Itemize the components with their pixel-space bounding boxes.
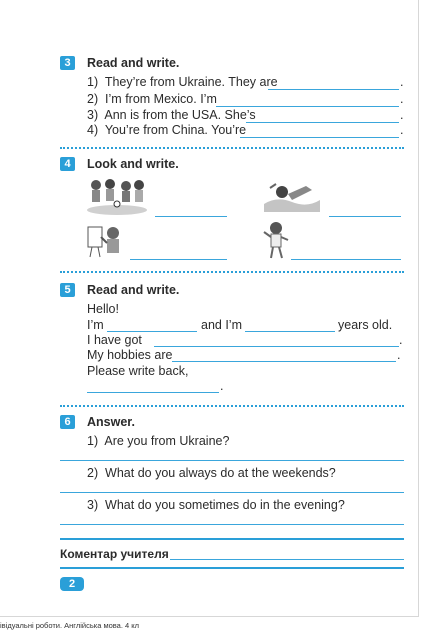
- exercise-3-period-3: .: [400, 108, 404, 122]
- exercise-6-answer-line-2[interactable]: [60, 492, 404, 493]
- letter-period-1: .: [399, 333, 403, 347]
- child-karate-picture: [262, 220, 290, 260]
- exercise-6-answer-line-1[interactable]: [60, 460, 404, 461]
- exercise-6-answer-line-3[interactable]: [60, 524, 404, 525]
- exercise-5-title: Read and write.: [87, 283, 180, 297]
- exercise-3-item-4: 4) You’re from China. You’re: [87, 123, 247, 137]
- exercise-4-blank-4[interactable]: [291, 259, 401, 260]
- exercise-3-blank-3[interactable]: [246, 122, 399, 123]
- exercise-3-number: 3: [60, 56, 75, 70]
- exercise-4-blank-2[interactable]: [329, 216, 401, 217]
- exercise-5-signature-blank[interactable]: [87, 392, 219, 393]
- exercise-6-question-3: 3) What do you sometimes do in the evening?: [87, 498, 345, 512]
- children-playing-picture: [86, 176, 148, 216]
- letter-period-3: .: [220, 379, 224, 393]
- exercise-6-question-1: 1) Are you from Ukraine?: [87, 434, 230, 448]
- exercise-5-name-blank[interactable]: [107, 331, 197, 332]
- letter-greeting: Hello!: [87, 302, 119, 316]
- letter-i-have-got-label: I have got: [87, 333, 142, 347]
- exercise-3-blank-4[interactable]: [240, 137, 399, 138]
- footer-text: івідуальні роботи. Англійська мова. 4 кл: [0, 621, 140, 630]
- exercise-5-age-blank[interactable]: [245, 331, 335, 332]
- letter-hobbies-label: My hobbies are: [87, 348, 173, 362]
- exercise-3-item-3: 3) Ann is from the USA. She’s: [87, 108, 256, 122]
- letter-and-im-label: and I’m: [201, 318, 242, 332]
- exercise-4-title: Look and write.: [87, 157, 179, 171]
- exercise-6-number: 6: [60, 415, 75, 429]
- page-number: 2: [60, 577, 84, 591]
- exercise-3-period-4: .: [400, 123, 404, 137]
- section-divider: [60, 405, 404, 407]
- exercise-4-blank-1[interactable]: [155, 216, 227, 217]
- exercise-6-title: Answer.: [87, 415, 135, 429]
- exercise-3-item-1: 1) They’re from Ukraine. They are: [87, 75, 278, 89]
- teacher-comment-label: Коментар учителя: [60, 547, 169, 561]
- exercise-3-period-2: .: [400, 92, 404, 106]
- exercise-3-item-2: 2) I’m from Mexico. I’m: [87, 92, 217, 106]
- exercise-5-hobbies-blank[interactable]: [172, 361, 396, 362]
- exercise-3-period-1: .: [400, 75, 404, 89]
- exercise-5-have-got-blank[interactable]: [154, 346, 399, 347]
- teacher-comment-line[interactable]: [170, 559, 404, 560]
- child-swimming-picture: [262, 178, 322, 214]
- exercise-4-number: 4: [60, 157, 75, 171]
- exercise-3-blank-2[interactable]: [216, 106, 399, 107]
- section-divider: [60, 271, 404, 273]
- letter-period-2: .: [397, 348, 401, 362]
- exercise-3-title: Read and write.: [87, 56, 180, 70]
- section-divider-solid: [60, 538, 404, 540]
- exercise-4-blank-3[interactable]: [130, 259, 227, 260]
- exercise-3-blank-1[interactable]: [268, 89, 399, 90]
- child-painting-picture: [86, 223, 126, 259]
- exercise-6-question-2: 2) What do you always do at the weekends?: [87, 466, 336, 480]
- section-divider-solid: [60, 567, 404, 569]
- letter-years-old-label: years old.: [338, 318, 393, 332]
- letter-please-write-back: Please write back,: [87, 364, 189, 378]
- exercise-5-number: 5: [60, 283, 75, 297]
- section-divider: [60, 147, 404, 149]
- letter-im-label: I’m: [87, 318, 104, 332]
